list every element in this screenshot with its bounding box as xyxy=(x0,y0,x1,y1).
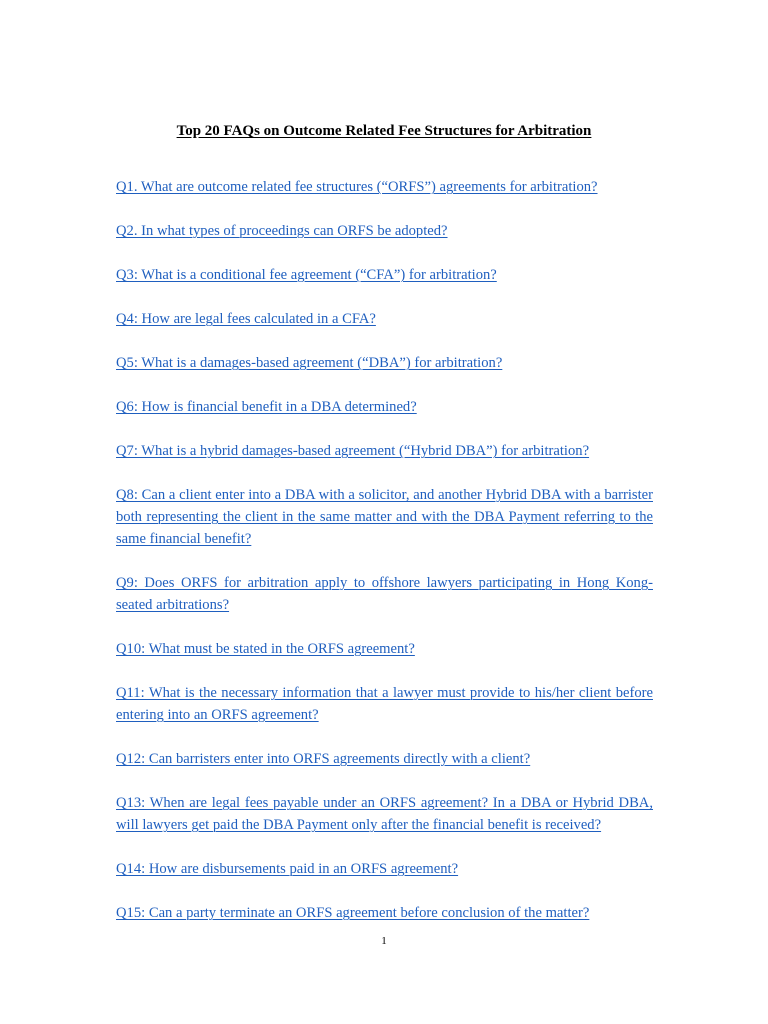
faq-item-q4 xyxy=(116,308,653,330)
faq-item-q7 xyxy=(116,440,653,462)
faq-link-q10[interactable]: Q10: What must be stated in the ORFS agreement? xyxy=(116,641,415,657)
faq-item-q9 xyxy=(116,572,653,616)
faq-link-q4[interactable]: Q4: How are legal fees calculated in a CFA? xyxy=(116,311,376,327)
faq-link-q8[interactable]: Q8: Can a client enter into a DBA with a solicitor, and another Hybrid DBA with a barrister both representing the client in the same matter and with the DBA Payment referring to the same financial benefit? xyxy=(116,487,653,547)
faq-question-list xyxy=(116,176,653,946)
faq-link-q11[interactable]: Q11: What is the necessary information that a lawyer must provide to his/her client before entering into an ORFS agreement? xyxy=(116,685,653,723)
faq-item-q3 xyxy=(116,264,653,286)
document-title: Top 20 FAQs on Outcome Related Fee Structures for Arbitration xyxy=(176,123,592,139)
faq-item-q12 xyxy=(116,748,653,770)
faq-link-q6[interactable]: Q6: How is financial benefit in a DBA determined? xyxy=(116,399,417,415)
page-number: 1 xyxy=(381,935,387,947)
faq-link-q1[interactable]: Q1. What are outcome related fee structures (“ORFS”) agreements for arbitration? xyxy=(116,179,598,195)
faq-item-q8 xyxy=(116,484,653,550)
faq-item-q13 xyxy=(116,792,653,836)
faq-link-q15[interactable]: Q15: Can a party terminate an ORFS agreement before conclusion of the matter? xyxy=(116,905,590,921)
faq-link-q14[interactable]: Q14: How are disbursements paid in an ORFS agreement? xyxy=(116,861,459,877)
faq-link-q2[interactable]: Q2. In what types of proceedings can ORFS be adopted? xyxy=(116,223,448,239)
faq-item-q5 xyxy=(116,352,653,374)
faq-item-q15 xyxy=(116,902,653,924)
faq-link-q13[interactable]: Q13: When are legal fees payable under an ORFS agreement? In a DBA or Hybrid DBA, will lawyers get paid the DBA Payment only after the financial benefit is received? xyxy=(116,795,653,833)
faq-item-q1 xyxy=(116,176,653,198)
faq-link-q3[interactable]: Q3: What is a conditional fee agreement (“CFA”) for arbitration? xyxy=(116,267,497,283)
faq-item-q11 xyxy=(116,682,653,726)
faq-link-q9[interactable]: Q9: Does ORFS for arbitration apply to offshore lawyers participating in Hong Kong-seated arbitrations? xyxy=(116,575,653,613)
faq-link-q12[interactable]: Q12: Can barristers enter into ORFS agreements directly with a client? xyxy=(116,751,531,767)
faq-item-q6 xyxy=(116,396,653,418)
faq-link-q5[interactable]: Q5: What is a damages-based agreement (“DBA”) for arbitration? xyxy=(116,355,503,371)
faq-link-q7[interactable]: Q7: What is a hybrid damages-based agreement (“Hybrid DBA”) for arbitration? xyxy=(116,443,590,459)
faq-item-q2 xyxy=(116,220,653,242)
faq-item-q14 xyxy=(116,858,653,880)
faq-item-q10 xyxy=(116,638,653,660)
